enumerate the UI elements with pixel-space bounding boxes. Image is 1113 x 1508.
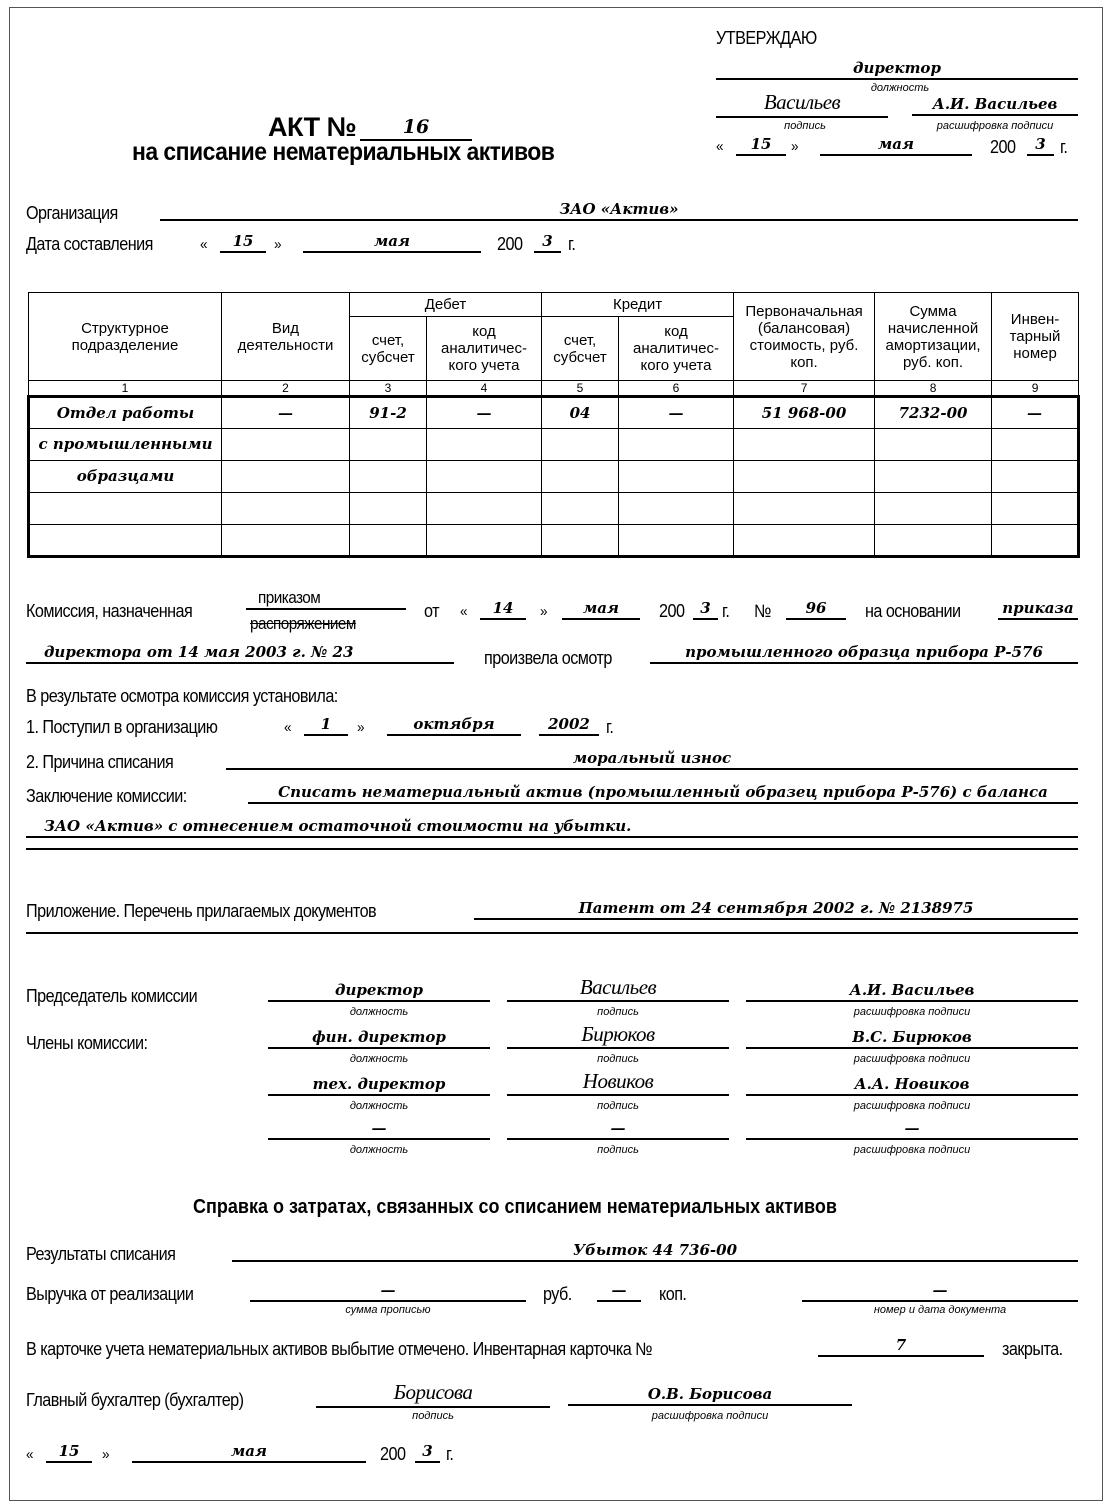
attachment-value: Патент от 24 сентября 2002 г. № 2138975 (474, 898, 1078, 920)
approval-date-month: мая (820, 134, 972, 156)
approval-date-close-quote: » (791, 138, 798, 155)
signature-caption: подпись (597, 1053, 639, 1065)
accountant-label: Главный бухгалтер (бухгалтер) (26, 1390, 244, 1410)
position-caption: должность (349, 1053, 409, 1065)
costs-date-day: 15 (46, 1441, 92, 1463)
costs-result-label: Результаты списания (26, 1244, 176, 1264)
table-cell (734, 493, 875, 525)
table-cell (542, 493, 619, 525)
table-cell (350, 525, 427, 557)
costs-kop-value: — (597, 1280, 641, 1302)
commission-number: 96 (786, 598, 846, 620)
header-initial-cost: Первоначальная (балансовая) стоимость, руб. коп. (734, 293, 875, 381)
findings-received-year-unit: г. (606, 717, 614, 737)
accountant-signature: Борисова (316, 1380, 550, 1408)
approval-name-field: А.И. Васильев (912, 94, 1078, 116)
act-subtitle: на списание нематериальных активов (132, 138, 555, 166)
approval-name-caption: расшифровка подписи (936, 120, 1054, 132)
column-number: 8 (875, 381, 992, 397)
header-inventory-number: Инвен-тарный номер (992, 293, 1079, 381)
findings-received-label: 1. Поступил в организацию (26, 717, 218, 737)
column-number: 5 (542, 381, 619, 397)
findings-received-close-quote: » (357, 719, 364, 736)
compiled-date-close-quote: » (274, 236, 281, 253)
commission-date-year-unit: г. (722, 601, 730, 621)
header-debit-account: счет, субсчет (350, 317, 427, 381)
commission-inspected-label: произвела осмотр (484, 648, 612, 668)
name-caption: расшифровка подписи (853, 1144, 971, 1156)
member-position: тех. директор (268, 1074, 490, 1096)
commission-basis-option-order: приказом (258, 588, 321, 607)
accountant-name: О.В. Борисова (568, 1384, 852, 1406)
costs-date-year-suffix: 3 (415, 1441, 440, 1463)
table-cell: образцами (29, 461, 222, 493)
findings-heading: В результате осмотра комиссия установила: (26, 686, 338, 706)
table-cell (222, 461, 350, 493)
findings-received-day: 1 (304, 714, 348, 736)
members-label: Члены комиссии: (26, 1033, 148, 1053)
chair-signature: Васильев (507, 976, 729, 1002)
table-cell (875, 429, 992, 461)
costs-date-year-prefix: 200 (380, 1444, 406, 1464)
table-cell (875, 525, 992, 557)
costs-revenue-label: Выручка от реализации (26, 1284, 194, 1304)
position-caption: должность (349, 1144, 409, 1156)
organization-field: ЗАО «Актив» (160, 199, 1078, 221)
table-cell: 91-2 (350, 397, 427, 429)
compiled-date-open-quote: « (200, 236, 207, 253)
table-cell (619, 493, 734, 525)
table-cell: — (222, 397, 350, 429)
costs-revenue-sum: — (250, 1280, 526, 1302)
commission-date-year-prefix: 200 (659, 601, 685, 621)
costs-card-text: В карточке учета нематериальных активов выбытие отмечено. Инвентарная карточка № (26, 1339, 652, 1359)
approval-signature: Васильев (716, 90, 888, 118)
signature-caption: подпись (597, 1100, 639, 1112)
chair-name: А.И. Васильев (746, 980, 1078, 1002)
table-row (29, 461, 1079, 493)
header-credit-account: счет, субсчет (542, 317, 619, 381)
column-number: 7 (734, 381, 875, 397)
findings-conclusion-label: Заключение комиссии: (26, 786, 187, 806)
costs-date-month: мая (132, 1441, 366, 1463)
table-cell: — (992, 397, 1079, 429)
assets-table (27, 292, 1080, 558)
column-number: 1 (29, 381, 222, 397)
header-depreciation: Сумма начисленной амортизации, руб. коп. (875, 293, 992, 381)
table-row (29, 429, 1079, 461)
table-row (29, 525, 1079, 557)
table-cell (427, 461, 542, 493)
commission-basis-option-instruction: распоряжением (250, 614, 356, 633)
table-cell (875, 493, 992, 525)
header-debit-analytic-code: код аналитичес-кого учета (427, 317, 542, 381)
costs-card-number: 7 (818, 1335, 984, 1357)
commission-grounds-label: на основании (865, 601, 961, 621)
costs-heading: Справка о затратах, связанных со списанием нематериальных активов (193, 1196, 837, 1218)
approval-position-field: директор (716, 58, 1078, 80)
member-signature: Новиков (507, 1070, 729, 1096)
header-structural-unit: Структурное подразделение (29, 293, 222, 381)
table-cell (992, 493, 1079, 525)
table-cell (734, 525, 875, 557)
table-cell: с промышленными (29, 429, 222, 461)
findings-conclusion-line1: Списать нематериальный актив (промышленный образец прибора Р-576) с баланса (248, 782, 1078, 804)
table-cell (619, 461, 734, 493)
table-cell (875, 461, 992, 493)
table-cell (619, 429, 734, 461)
compiled-date-month: мая (303, 231, 481, 253)
approval-date-day: 15 (736, 134, 786, 156)
findings-conclusion-line2: ЗАО «Актив» с отнесением остаточной стоимости на убытки. (26, 816, 1078, 838)
table-cell (222, 525, 350, 557)
approval-date-open-quote: « (716, 138, 723, 155)
table-cell (992, 461, 1079, 493)
name-caption: расшифровка подписи (853, 1006, 971, 1018)
approval-date-year-suffix: 3 (1027, 134, 1054, 156)
member-name: В.С. Бирюков (746, 1027, 1078, 1049)
costs-rub-label: руб. (543, 1284, 572, 1304)
position-caption: должность (349, 1006, 409, 1018)
compiled-date-year-unit: г. (568, 234, 576, 254)
column-number: 2 (222, 381, 350, 397)
document-page (9, 7, 1103, 1501)
blank-line (26, 932, 1078, 934)
table-cell (992, 525, 1079, 557)
table-cell: 7232-00 (875, 397, 992, 429)
member-name: А.А. Новиков (746, 1074, 1078, 1096)
blank-line (26, 848, 1078, 850)
organization-label: Организация (26, 203, 118, 223)
costs-date-close-quote: » (102, 1446, 109, 1463)
table-cell (542, 525, 619, 557)
findings-reason-label: 2. Причина списания (26, 752, 174, 772)
commission-grounds-value: приказа (998, 598, 1078, 620)
signature-caption: подпись (597, 1144, 639, 1156)
table-cell (992, 429, 1079, 461)
table-row (29, 397, 1079, 429)
commission-number-label: № (754, 601, 771, 621)
table-cell (542, 429, 619, 461)
approval-date-year-prefix: 200 (990, 137, 1016, 157)
findings-reason-value: моральный износ (226, 748, 1078, 770)
approval-signature-caption: подпись (784, 120, 826, 132)
table-cell (222, 493, 350, 525)
table-cell (29, 493, 222, 525)
table-cell (350, 493, 427, 525)
chair-position: директор (268, 980, 490, 1002)
column-number: 9 (992, 381, 1079, 397)
commission-date-open-quote: « (460, 603, 467, 620)
position-caption: должность (349, 1100, 409, 1112)
table-cell: — (619, 397, 734, 429)
approval-heading: УТВЕРЖДАЮ (716, 28, 817, 48)
costs-date-year-unit: г. (446, 1444, 454, 1464)
commission-date-year-suffix: 3 (693, 598, 718, 620)
member-position: — (268, 1118, 490, 1140)
table-cell (29, 525, 222, 557)
member-signature: Бирюков (507, 1023, 729, 1049)
table-cell (427, 429, 542, 461)
table-cell: 51 968-00 (734, 397, 875, 429)
name-caption: расшифровка подписи (853, 1053, 971, 1065)
findings-received-year: 2002 (539, 714, 599, 736)
table-cell (734, 461, 875, 493)
table-cell (427, 493, 542, 525)
costs-document-caption: номер и дата документа (873, 1304, 1007, 1316)
commission-date-day: 14 (480, 598, 526, 620)
commission-date-month: мая (562, 598, 640, 620)
table-cell: — (427, 397, 542, 429)
act-number: 16 (360, 115, 472, 141)
header-activity-type: Вид деятельности (222, 293, 350, 381)
member-signature: — (507, 1118, 729, 1140)
table-cell: Отдел работы (29, 397, 222, 429)
act-title-label: АКТ № (268, 112, 357, 142)
table-cell (542, 461, 619, 493)
column-number: 6 (619, 381, 734, 397)
attachment-label: Приложение. Перечень прилагаемых документов (26, 901, 377, 921)
compiled-date-year-prefix: 200 (497, 234, 523, 254)
header-debit: Дебет (350, 293, 542, 317)
commission-inspected-value: промышленного образца прибора Р-576 (650, 642, 1078, 664)
accountant-name-caption: расшифровка подписи (651, 1410, 769, 1422)
commission-from-label: от (424, 601, 440, 621)
table-cell (350, 461, 427, 493)
header-credit: Кредит (542, 293, 734, 317)
table-cell (734, 429, 875, 461)
commission-grounds-continued: директора от 14 мая 2003 г. № 23 (26, 642, 454, 664)
chair-label: Председатель комиссии (26, 986, 198, 1006)
costs-date-open-quote: « (26, 1446, 33, 1463)
table-cell (350, 429, 427, 461)
accountant-signature-caption: подпись (412, 1410, 454, 1422)
costs-document-value: — (802, 1280, 1078, 1302)
member-position: фин. директор (268, 1027, 490, 1049)
column-number: 4 (427, 381, 542, 397)
table-cell (222, 429, 350, 461)
name-caption: расшифровка подписи (853, 1100, 971, 1112)
compiled-date-day: 15 (220, 231, 266, 253)
findings-received-month: октября (387, 714, 521, 736)
findings-received-open-quote: « (284, 719, 291, 736)
table-cell (427, 525, 542, 557)
costs-card-closed: закрыта. (1002, 1339, 1063, 1359)
costs-result-value: Убыток 44 736-00 (232, 1240, 1078, 1262)
commission-label: Комиссия, назначенная (26, 601, 193, 621)
header-credit-analytic-code: код аналитичес-кого учета (619, 317, 734, 381)
table-row (29, 493, 1079, 525)
member-name: — (746, 1118, 1078, 1140)
compiled-date-label: Дата составления (26, 234, 153, 254)
approval-position-caption: должность (870, 82, 930, 94)
table-cell (619, 525, 734, 557)
signature-caption: подпись (597, 1006, 639, 1018)
costs-kop-label: коп. (659, 1284, 687, 1304)
table-cell: 04 (542, 397, 619, 429)
compiled-date-year-suffix: 3 (534, 231, 561, 253)
column-number: 3 (350, 381, 427, 397)
commission-date-close-quote: » (540, 603, 547, 620)
costs-revenue-sum-caption: сумма прописью (345, 1304, 431, 1316)
approval-date-year-unit: г. (1060, 137, 1068, 157)
